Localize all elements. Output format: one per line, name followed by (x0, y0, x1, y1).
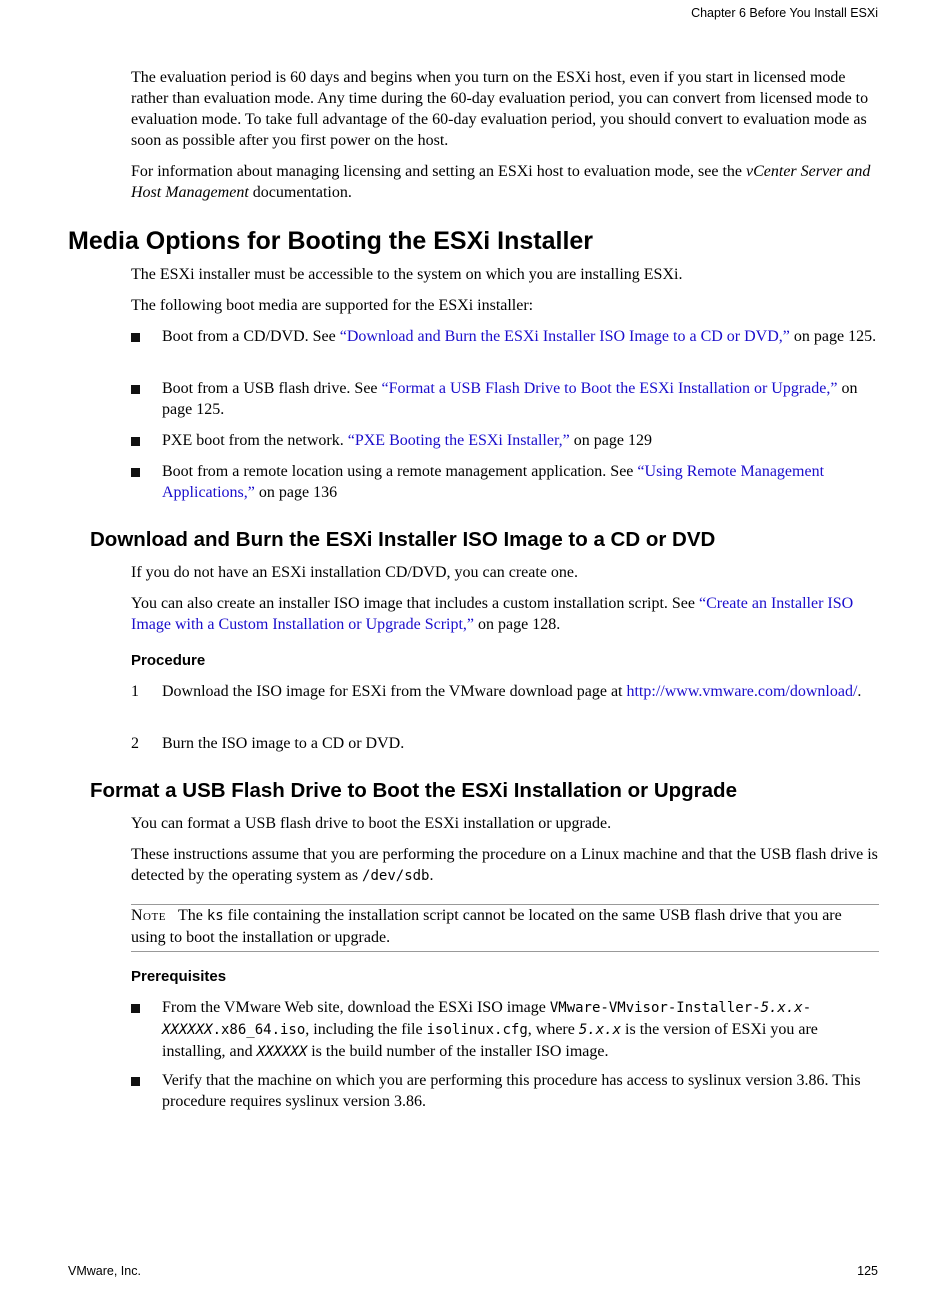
iso-filename-part: VMware-VMvisor-Installer- (549, 1000, 761, 1016)
list-item-usb (162, 378, 880, 420)
doc-title-italic: vCenter Server and Host Management (131, 163, 871, 201)
build-placeholder: XXXXXX (256, 1044, 308, 1060)
isolinux-cfg-code: isolinux.cfg (426, 1022, 528, 1038)
media-supported-paragraph: The following boot media are supported for the ESXi installer: (131, 297, 534, 314)
bullet-icon (131, 1004, 140, 1013)
list-item-text: Boot from a USB flash drive. See (162, 380, 382, 397)
format-usb-heading: Format a USB Flash Drive to Boot the ESXi Installation or Upgrade (90, 779, 737, 802)
bullet-icon (131, 385, 140, 394)
usb-linux-tail: . (429, 867, 434, 884)
link-download-burn[interactable]: “Download and Burn the ESXi Installer ISO Image to a CD or DVD,” (339, 328, 790, 345)
note-paragraph (131, 905, 879, 948)
list-item-page-ref: on page 136 (254, 484, 338, 501)
bullet-icon (131, 333, 140, 342)
list-item-text: PXE boot from the network. (162, 432, 348, 449)
note-label: Note (131, 907, 166, 924)
ks-file-code: ks (206, 908, 224, 924)
bullet-icon (131, 1077, 140, 1086)
custom-iso-text: You can also create an installer ISO image that includes a custom installation script. See (131, 595, 700, 612)
download-burn-heading: Download and Burn the ESXi Installer ISO Image to a CD or DVD (90, 528, 716, 551)
prereq-text: is the version of ESXi you are installing, and (162, 1021, 818, 1060)
media-accessible-paragraph: The ESXi installer must be accessible to the system on which you are installing ESXi. (131, 266, 683, 283)
iso-version-placeholder: 5.x.x (760, 1000, 803, 1016)
licensing-info-tail: documentation. (248, 184, 352, 201)
prereq-text: From the VMware Web site, download the ESXi ISO image (162, 999, 550, 1016)
note-text: The (177, 907, 207, 924)
iso-filename-ext: .x86_64.iso (212, 1022, 306, 1038)
usb-linux-text: These instructions assume that you are performing the procedure on a Linux machine and that the USB flash drive is detected by the operating system as (131, 846, 878, 884)
prerequisites-heading: Prerequisites (131, 968, 227, 985)
step-burn-iso: Burn the ISO image to a CD or DVD. (162, 735, 405, 752)
list-item-remote (162, 461, 880, 503)
list-item-text: Boot from a CD/DVD. See (162, 328, 340, 345)
step-text-tail: . (857, 683, 862, 700)
iso-build-placeholder: XXXXXX (162, 1022, 213, 1038)
bullet-icon (131, 468, 140, 477)
footer-page-number: 125 (857, 1264, 878, 1278)
step-number: 1 (131, 683, 139, 700)
media-options-heading: Media Options for Booting the ESXi Installer (68, 227, 594, 255)
step-number: 2 (131, 735, 139, 752)
prereq-text: is the build number of the installer ISO image. (307, 1043, 609, 1060)
prereq-syslinux: Verify that the machine on which you are performing this procedure has access to syslinux version 3.86. This procedure requires syslinux version 3.86. (162, 1072, 861, 1110)
prereq-text: , where (527, 1021, 579, 1038)
prereq-text: , including the file (305, 1021, 427, 1038)
licensing-info-text: For information about managing licensing and setting an ESXi host to evaluation mode, see the (131, 163, 746, 180)
list-item-cd-dvd (162, 326, 880, 347)
usb-format-paragraph: You can format a USB flash drive to boot the ESXi installation or upgrade. (131, 815, 612, 832)
list-item-page-ref: on page 129 (569, 432, 652, 449)
device-path-code: /dev/sdb (362, 868, 430, 884)
download-create-paragraph: If you do not have an ESXi installation CD/DVD, you can create one. (131, 564, 578, 581)
step-text: Download the ISO image for ESXi from the VMware download page at (162, 683, 627, 700)
note-text-tail: file containing the installation script cannot be located on the same USB flash drive that you are using to boot the installation or upgrade. (131, 907, 842, 946)
iso-filename-sep: - (802, 1000, 812, 1016)
evaluation-paragraph: The evaluation period is 60 days and begins when you turn on the ESXi host, even if you start in licensed mode rather than evaluation mode. Any time during the 60-day evaluation period, you can convert from licensed mode to evaluation mode. To take full advantage of the 60-day evaluation period, you should convert to evaluation mode as soon as possible after you first power on the host. (131, 69, 869, 149)
step-download-iso (162, 681, 880, 702)
bullet-icon (131, 437, 140, 446)
running-header: Chapter 6 Before You Install ESXi (691, 6, 878, 20)
link-pxe-booting[interactable]: “PXE Booting the ESXi Installer,” (347, 432, 570, 449)
list-item-pxe (162, 430, 880, 451)
link-remote-management[interactable]: “Using Remote Management Applications,” (162, 463, 825, 501)
list-item-page-ref: on page 125. (162, 380, 858, 418)
prereq-download-iso (162, 997, 880, 1063)
custom-iso-paragraph (131, 593, 879, 635)
list-item-page-ref: on page 125. (789, 328, 877, 345)
licensing-info-paragraph (131, 161, 879, 203)
note-bottom-rule (131, 951, 879, 952)
version-placeholder: 5.x.x (578, 1022, 622, 1038)
link-vmware-download[interactable]: http://www.vmware.com/download/ (626, 683, 858, 700)
procedure-heading: Procedure (131, 652, 206, 669)
usb-linux-paragraph (131, 844, 879, 887)
custom-iso-page-ref: on page 128. (474, 616, 561, 633)
list-item-text: Boot from a remote location using a remote management application. See (162, 463, 638, 480)
link-format-usb[interactable]: “Format a USB Flash Drive to Boot the ESXi Installation or Upgrade,” (381, 380, 838, 397)
link-create-installer-iso[interactable]: “Create an Installer ISO Image with a Custom Installation or Upgrade Script,” (131, 595, 854, 633)
footer-company: VMware, Inc. (68, 1264, 141, 1278)
